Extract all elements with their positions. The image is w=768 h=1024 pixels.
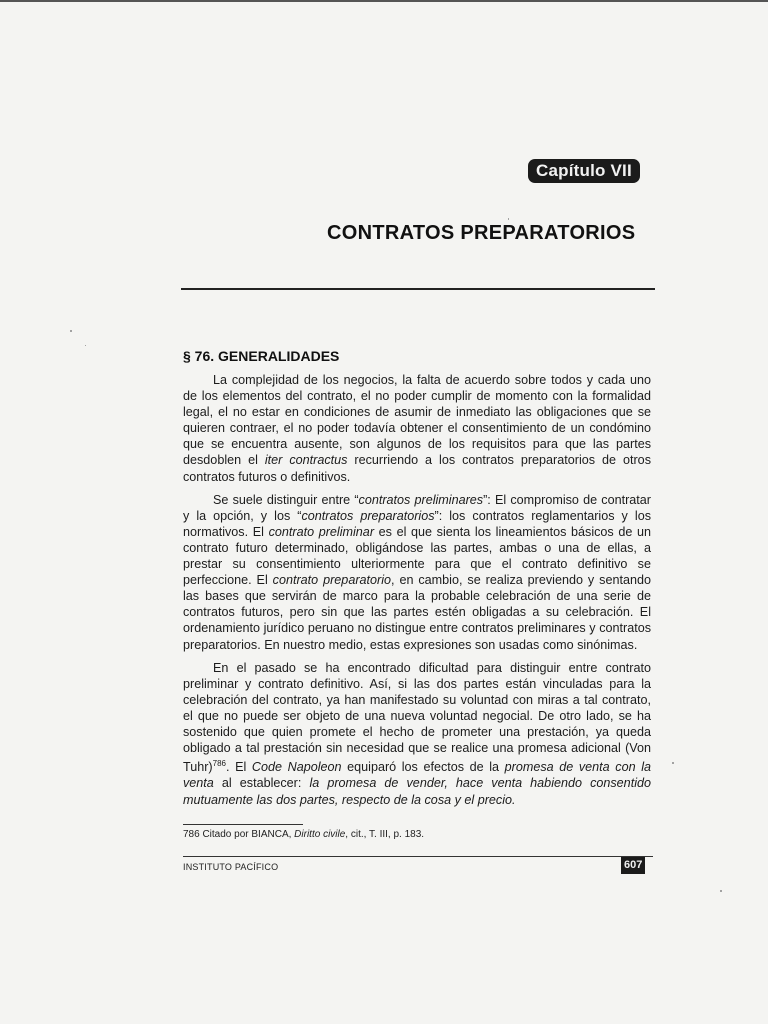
title-divider — [181, 288, 655, 290]
italic-run: contratos preliminares — [358, 492, 484, 507]
page-number: 607 — [621, 857, 645, 874]
text-run: equiparó los efectos de la — [341, 760, 505, 775]
paragraph-2 — [183, 492, 651, 653]
text-run: 786 Citado por BIANCA, — [183, 829, 295, 840]
text-run: La complejidad de los negocios, la falta de acuerdo sobre todos y cada uno de los elementos del contrato, el no poder cumplir de momento con la formalidad legal, el no estar en condiciones de asumir de inmediato las obligaciones que se quieren contraer, el no poder todavía obtener el consentimiento de un condómino que se encuentra ausente, son algunos de los requisitos para que las partes desdoblen el — [183, 373, 651, 468]
italic-run: Code Napoleon — [251, 760, 342, 775]
scan-speck — [672, 762, 674, 764]
text-run: En el pasado se ha encontrado dificultad para distinguir entre contrato preliminar y contrato definitivo. Así, si las dos partes están vinculadas para la celebración del contrato, ya han manifestado su voluntad con miras a tal contrato, el que no puede ser objeto de una nueva voluntad negocial. De otro lado, se ha sostenido que quien promete el hecho de prometer una prestación, ya queda obligado a tal prestación sin necesidad que se realice una promesa adicional (Von Tuhr) — [183, 660, 651, 775]
text-run: ”: los contratos reglamentarios y los normativos. El — [183, 508, 651, 539]
chapter-badge: Capítulo VII — [528, 159, 640, 183]
body-text — [183, 372, 651, 815]
italic-run: Diritto civile — [294, 829, 346, 840]
text-run: es el que sienta los lineamientos básicos de un contrato futuro determinado, obligándose las partes, ambas o una de ellas, a prestar su consentimiento ulteriormente para que el contrato definitivo se perfeccione. El — [183, 524, 652, 588]
scan-speck — [70, 330, 72, 332]
italic-run: la promesa de vender, hace venta habiendo consentido mutuamente las dos partes, respecto de la cosa y el precio. — [183, 776, 651, 807]
text-run: Se suele distinguir entre “ — [213, 492, 359, 507]
paragraph-1 — [183, 372, 651, 485]
text-run: , en cambio, se realiza previendo y sentando las bases que servirán de marco para la probable celebración de una serie de contratos futuros, pero sin que las partes estén obligadas a su celebración. El ordenamiento jurídico peruano no distingue entre contratos preliminares y contratos preparatorios. En nuestro medio, estas expresiones son usadas como sinónimas. — [183, 573, 651, 652]
italic-run: promesa de venta con la venta — [183, 760, 651, 791]
italic-run: iter contractus — [264, 453, 348, 468]
text-run: recurriendo a los contratos preparatorios de otros contratos futuros o definitivos. — [183, 453, 651, 484]
italic-run: contrato preliminar — [268, 524, 375, 539]
scan-speck — [508, 218, 509, 220]
text-run: . El — [225, 760, 252, 775]
paragraph-3 — [183, 660, 651, 808]
chapter-title: CONTRATOS PREPARATORIOS — [327, 222, 636, 244]
footnote-ref: 786 — [212, 759, 226, 769]
text-run: , cit., T. III, p. 183. — [345, 829, 425, 840]
top-edge-rule — [0, 0, 768, 2]
footer-divider — [183, 856, 653, 857]
italic-run: contratos preparatorios — [301, 508, 435, 523]
italic-run: contrato preparatorio — [272, 573, 392, 588]
section-heading: § 76. GENERALIDADES — [183, 348, 340, 364]
scan-speck — [85, 345, 86, 346]
text-run: al establecer: — [213, 776, 310, 791]
footnote-786 — [183, 829, 653, 840]
scan-speck — [720, 890, 722, 892]
footnote-divider — [183, 824, 303, 825]
footer-publisher: INSTITUTO PACÍFICO — [183, 862, 279, 872]
text-run: ”: El compromiso de contratar y la opción, y los “ — [183, 492, 652, 523]
